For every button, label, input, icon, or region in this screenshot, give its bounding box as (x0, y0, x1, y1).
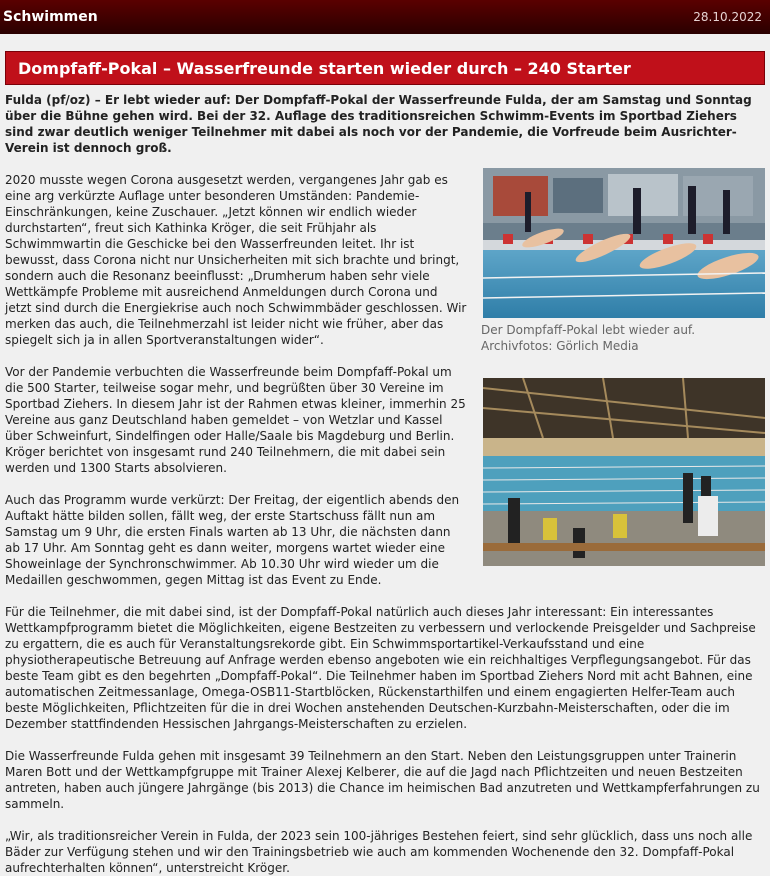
photo-caption: Der Dompfaff-Pokal lebt wieder auf. Archivfotos: Görlich Media (481, 323, 696, 353)
article (0, 34, 770, 876)
article-lead: Fulda (pf/oz) – Er lebt wieder auf: Der Dompfaff-Pokal der Wasserfreunde Fulda, der am Samstag und Sonntag über die Bühne gehen wird. Bei der 32. Auflage des traditionsreichen Schwimm-Events im Sportbad Ziehers sind zwar deutlich weniger Teilnehmer mit dabei als noch vor der Pandemie, die Vorfreude beim Ausrichter-Verein ist dennoch groß. (5, 93, 752, 155)
photo-start-figure (483, 168, 765, 354)
swimmers-start-photo (483, 168, 765, 318)
swimming-hall-photo (483, 378, 765, 566)
paragraph-1: 2020 musste wegen Corona ausgesetzt werden, vergangenes Jahr gab es eine arg verkürzte Auflage unter besonderen Umständen: Pandemie-Einschränkungen, keine Zuschauer. „Jetzt können wir endlich wieder durchstarten“, freut sich Kathinka Kröger, die seit Frühjahr als Schwimmwartin die Geschicke bei den Wasserfreunden leitet. Ihr ist bewusst, dass Corona nicht nur Unsicherheiten mit sich brachte und bringt, sondern auch die Resonanz beeinflusst: „Drumherum haben sehr viele Wettkämpfe Probleme mit ausreichend Anmeldungen durch Corona und jetzt sind durch die Energiekrise auch noch Schwimmbäder geschlossen. Wir merken das auch, die Teilnehmerzahl ist leider nicht wie früher, aber das spiegelt sich ja in allen Sportveranstaltungen wider“. (5, 173, 467, 347)
paragraph-5: Die Wasserfreunde Fulda gehen mit insgesamt 39 Teilnehmern an den Start. Neben den Leistungsgruppen unter Trainerin Maren Bott und der Wettkampfgruppe mit Trainer Alexej Kelberer, die auf die Jagd nach Pflichtzeiten und neuen Bestzeiten antreten, haben auch jüngere Jahrgänge (bis 2013) die Chance im heimischen Bad anzutreten und Wettkampferfahrungen zu sammeln. (5, 749, 760, 811)
paragraph-3: Auch das Programm wurde verkürzt: Der Freitag, der eigentlich abends den Auftakt hätte bilden sollen, fällt weg, der erste Startschuss fällt nun am Samstag um 9 Uhr, die ersten Finals warten ab 13 Uhr, die nächsten dann ab 17 Uhr. Am Sonntag geht es dann weiter, morgens wartet wieder eine Showeinlage der Synchronschwimmer. Ab 10.30 Uhr wird wieder um die Medaillen geschwommen, gegen Mittag ist das Event zu Ende. (5, 493, 460, 587)
photo-column (483, 168, 765, 566)
article-title: Dompfaff-Pokal – Wasserfreunde starten wieder durch – 240 Starter (5, 51, 765, 85)
paragraph-4: Für die Teilnehmer, die mit dabei sind, ist der Dompfaff-Pokal natürlich auch dieses Jahr interessant: Ein interessantes Wettkampfprogramm bietet die Möglichkeiten, eigene Bestzeiten zu verbessern und verlockende Preisgelder und Sachpreise zu ergattern, die es auch für Veranstaltungsrekorde gibt. Ein Schwimmsportartikel-Verkaufsstand und eine physiotherapeutische Betreuung auf Anfrage werden ebenso angeboten wie ein reichhaltiges Verpflegungsangebot. Für das beste Team gibt es den begehrten „Dompfaff-Pokal“. Die Teilnehmer haben im Sportbad Ziehers Nord mit acht Bahnen, eine automatischen Zeitmessanlage, Omega-OSB11-Startblöcken, Rückenstarthilfen und einem engagierten Helfer-Team auch beste Möglichkeiten, Pflichtzeiten für die in drei Wochen anstehenden Deutschen-Kurzbahn-Meisterschaften, oder die im Dezember stattfindenden Hessischen Jahrgangs-Meisterschaften zu erzielen. (5, 605, 756, 731)
article-body (5, 172, 765, 876)
section-title: Schwimmen (3, 9, 98, 25)
section-header (0, 0, 770, 34)
paragraph-6: „Wir, als traditionsreicher Verein in Fulda, der 2023 sein 100-jähriges Bestehen feiert, sind sehr glücklich, dass uns noch alle Bäder zur Verfügung stehen und wir den Trainingsbetrieb wie auch am kommenden Wochenende den 32. Dompfaff-Pokal aufrechterhalten können“, unterstreicht Kröger. (5, 829, 753, 875)
paragraph-2: Vor der Pandemie verbuchten die Wasserfreunde beim Dompfaff-Pokal um die 500 Starter, teilweise sogar mehr, und begrüßten über 30 Vereine im Sportbad Ziehers. In diesem Jahr ist der Rahmen etwas kleiner, immerhin 25 Vereine aus ganz Deutschland haben gemeldet – von Wetzlar und Kassel über Schweinfurt, Sindelfingen oder Halle/Saale bis Magdeburg und Berlin. Kröger berichtet von insgesamt rund 240 Teilnehmern, die mit dabei sein werden und 1300 Starts absolvieren. (5, 365, 466, 475)
article-date: 28.10.2022 (693, 10, 762, 24)
